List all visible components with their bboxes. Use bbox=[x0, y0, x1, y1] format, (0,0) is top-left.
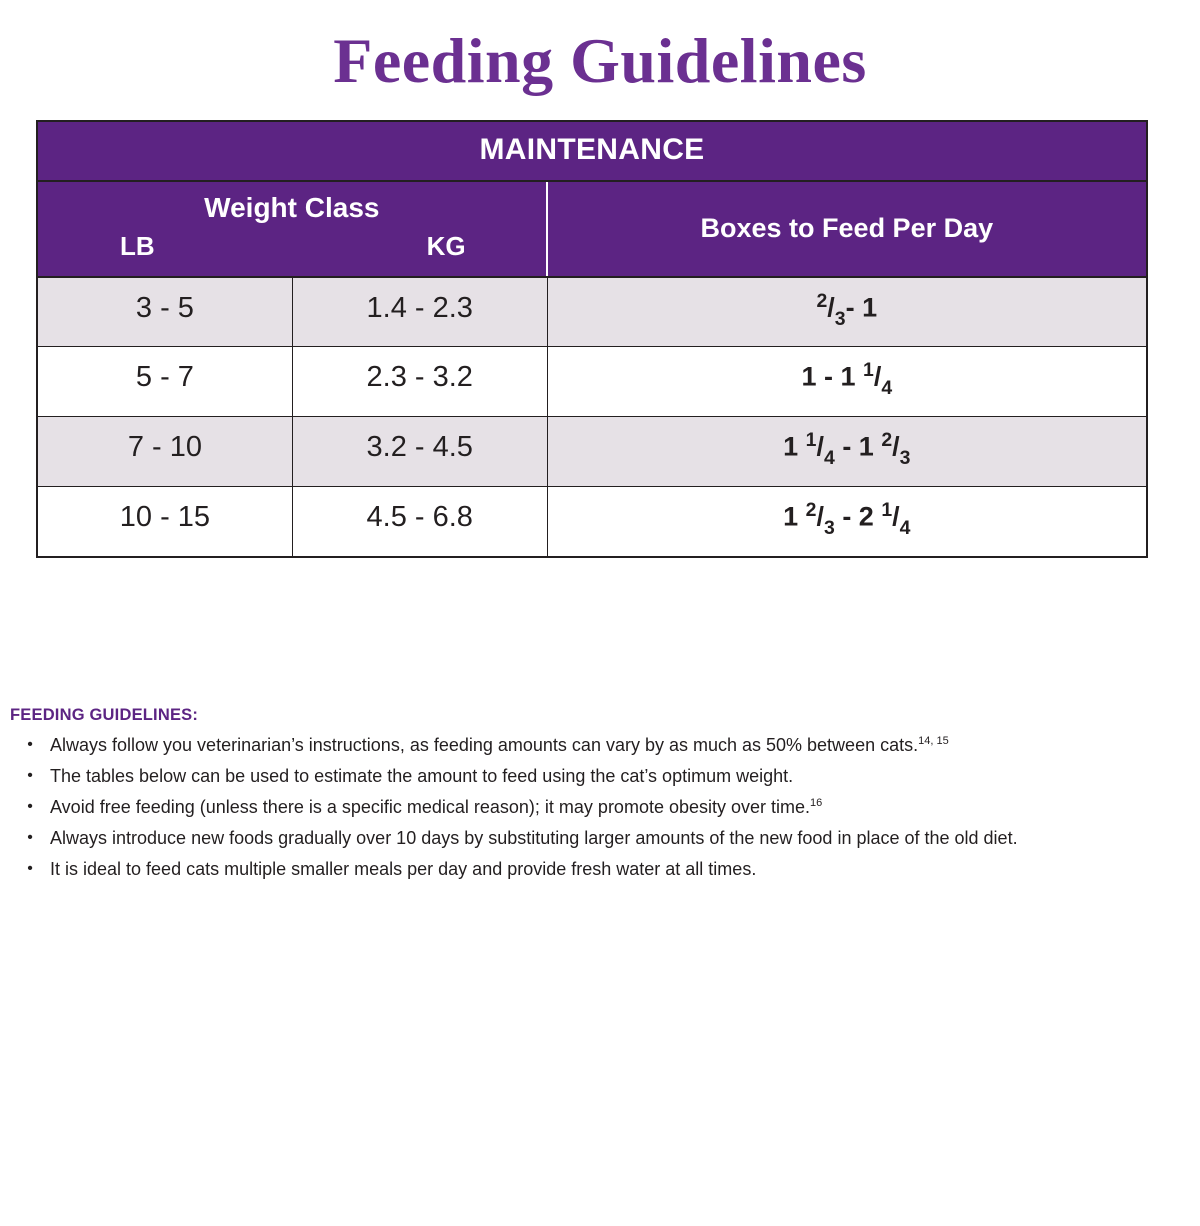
list-item bbox=[10, 763, 1195, 789]
cell-lb: 7 - 10 bbox=[38, 417, 293, 486]
fraction-2: $^1/_4$ bbox=[881, 499, 911, 540]
list-item-text: It is ideal to feed cats multiple smaller meals per day and provide fresh water at all times. bbox=[50, 859, 757, 880]
reference-marker: 14, 15 bbox=[918, 735, 949, 747]
table-row bbox=[38, 487, 1146, 556]
cell-boxes bbox=[548, 417, 1146, 486]
header-unit-kg: KG bbox=[426, 230, 466, 261]
cell-boxes bbox=[548, 347, 1146, 416]
guidelines-list bbox=[10, 732, 1195, 882]
cell-boxes bbox=[548, 278, 1146, 347]
cell-lb: 5 - 7 bbox=[38, 347, 293, 416]
fraction-2: $^2/_3$ bbox=[881, 429, 911, 470]
bullet-icon: • bbox=[27, 829, 33, 847]
list-item-text: Always introduce new foods gradually over 10 days by substituting larger amounts of the new food in place of the old diet. bbox=[50, 828, 1018, 849]
boxes-tail: 1 bbox=[862, 292, 878, 323]
cell-kg: 3.2 - 4.5 bbox=[293, 417, 548, 486]
list-item-text: Avoid free feeding (unless there is a specific medical reason); it may promote obesity over time.$^{16}$ bbox=[50, 797, 823, 818]
boxes-lead: 1 bbox=[783, 501, 806, 532]
table-banner-maintenance: MAINTENANCE bbox=[38, 122, 1146, 182]
fraction-1: $^2/_3$ bbox=[816, 289, 846, 330]
boxes-lead: 1 - 1 bbox=[801, 362, 863, 393]
header-weight-class bbox=[38, 182, 548, 275]
list-item bbox=[10, 825, 1195, 851]
table-row bbox=[38, 417, 1146, 487]
cell-kg: 2.3 - 3.2 bbox=[293, 347, 548, 416]
header-boxes-per-day: Boxes to Feed Per Day bbox=[700, 213, 994, 244]
reference-marker: 16 bbox=[810, 797, 823, 810]
boxes-mid: - 1 bbox=[834, 432, 882, 463]
boxes-mid: - 2 bbox=[834, 501, 882, 532]
header-unit-lb: LB bbox=[120, 230, 155, 261]
fraction-1: $^1/_4$ bbox=[863, 359, 893, 400]
cell-kg: 4.5 - 6.8 bbox=[293, 487, 548, 556]
cell-lb: 3 - 5 bbox=[38, 278, 293, 347]
list-item-text: Always follow you veterinarian’s instructions, as feeding amounts can vary by as much as 50% between cats.$^{14, 15}$ bbox=[50, 735, 949, 755]
header-weight-class-label: Weight Class bbox=[204, 192, 380, 224]
page-title: Feeding Guidelines bbox=[333, 25, 867, 96]
bullet-icon: • bbox=[27, 798, 33, 816]
cell-boxes bbox=[548, 487, 1146, 556]
cell-lb: 10 - 15 bbox=[38, 487, 293, 556]
cell-kg: 1.4 - 2.3 bbox=[293, 278, 548, 347]
fraction-1: $^2/_3$ bbox=[805, 499, 835, 540]
list-item-text: The tables below can be used to estimate the amount to feed using the cat’s optimum weight. bbox=[50, 766, 794, 787]
list-item bbox=[10, 794, 1195, 820]
table-row bbox=[38, 278, 1146, 348]
list-item bbox=[10, 732, 1195, 758]
table-header-row bbox=[38, 182, 1146, 277]
table-row bbox=[38, 347, 1146, 417]
bullet-icon: • bbox=[27, 767, 33, 785]
feeding-guidelines-section bbox=[10, 706, 1195, 887]
bullet-icon: • bbox=[27, 736, 33, 753]
guidelines-heading: FEEDING GUIDELINES: bbox=[10, 706, 199, 724]
list-item bbox=[10, 856, 1195, 882]
boxes-lead: 1 bbox=[783, 432, 806, 463]
fraction-1: $^1/_4$ bbox=[805, 429, 835, 470]
bullet-icon: • bbox=[27, 860, 33, 878]
feeding-table bbox=[36, 120, 1148, 558]
boxes-mid: - bbox=[845, 292, 863, 323]
